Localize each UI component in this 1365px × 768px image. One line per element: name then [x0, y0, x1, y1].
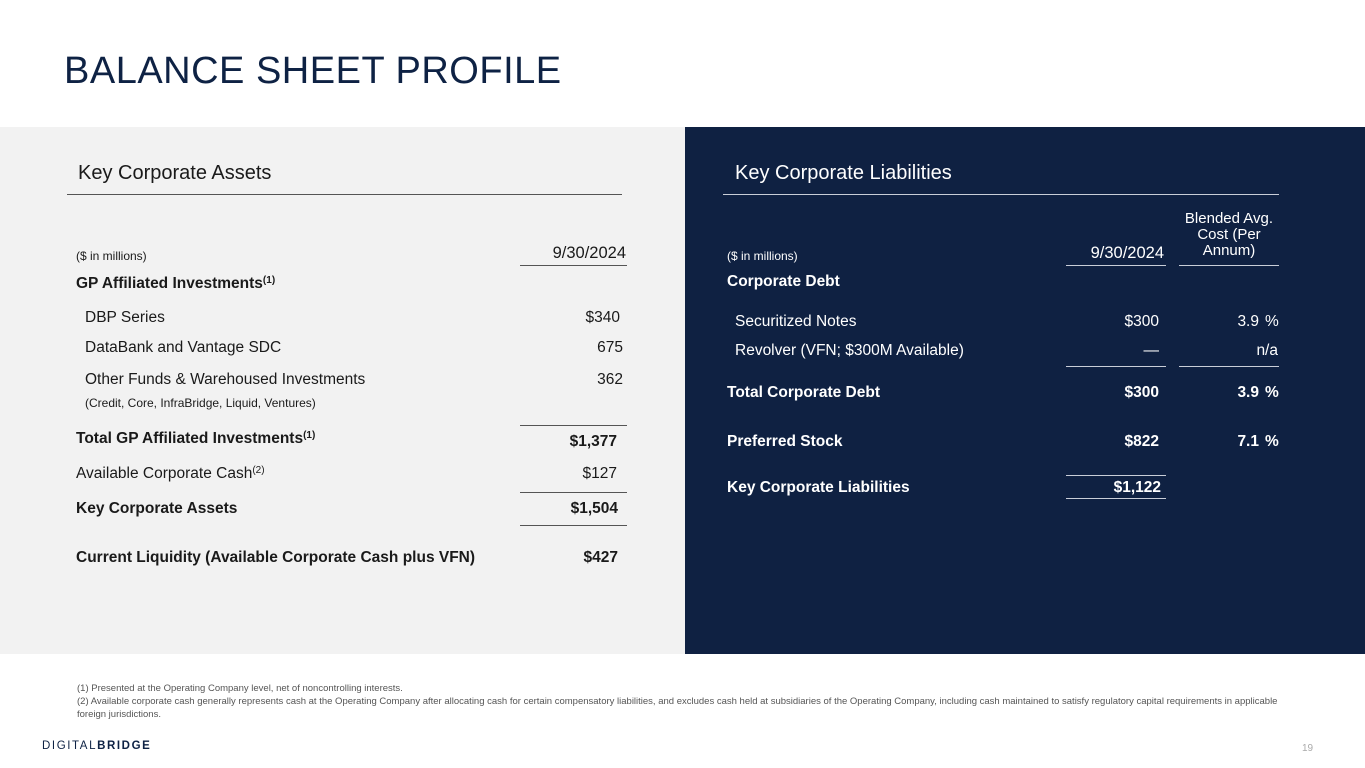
- liabilities-date-rule: [1066, 265, 1166, 266]
- page-number: 19: [1302, 743, 1314, 754]
- total-debt-pct: %: [1265, 384, 1279, 401]
- asset-row-label: Other Funds & Warehoused Investments: [85, 371, 366, 388]
- total-debt-value: $300: [1124, 384, 1159, 401]
- corporate-debt-label: Corporate Debt: [727, 273, 840, 290]
- asset-row-sublabel: (Credit, Core, InfraBridge, Liquid, Ventures): [85, 396, 316, 410]
- key-assets-top-rule: [520, 492, 627, 493]
- assets-panel: [0, 127, 685, 654]
- logo-part: DIGITAL: [42, 740, 98, 752]
- asset-row-label: DataBank and Vantage SDC: [85, 339, 282, 356]
- assets-heading: Key Corporate Assets: [78, 162, 272, 184]
- total-gp-value: $1,377: [569, 433, 617, 450]
- liability-row-label: Revolver (VFN; $300M Available): [735, 342, 964, 359]
- total-debt-cost: 3.9: [1237, 384, 1259, 401]
- cost-header-line: Annum): [1202, 242, 1256, 259]
- key-assets-bottom-rule: [520, 525, 627, 526]
- key-liabilities-bottom-rule: [1066, 498, 1166, 499]
- assets-heading-rule: [67, 194, 622, 195]
- cost-header: [1179, 211, 1279, 259]
- liquidity-value: $427: [583, 549, 618, 566]
- assets-units-label: ($ in millions): [76, 249, 147, 263]
- key-liabilities-value: $1,122: [1113, 479, 1161, 496]
- cost-header-line: Cost (Per: [1197, 226, 1261, 243]
- preferred-value: $822: [1124, 433, 1159, 450]
- footnote-1: (1) Presented at the Operating Company level, net of noncontrolling interests.: [77, 683, 403, 694]
- liabilities-heading-rule: [723, 194, 1279, 195]
- asset-row-value: $340: [585, 309, 620, 326]
- liabilities-panel: [685, 127, 1365, 654]
- total-debt-label: Total Corporate Debt: [727, 384, 880, 401]
- debt-subtotal-rule: [1066, 366, 1166, 367]
- liability-row-cost: n/a: [1256, 342, 1278, 359]
- liability-row-cost: 3.9: [1237, 313, 1259, 330]
- liability-row-label: Securitized Notes: [735, 313, 857, 330]
- cash-value: $127: [582, 465, 617, 482]
- liquidity-label: Current Liquidity (Available Corporate Cash plus VFN): [76, 549, 476, 566]
- page-title: BALANCE SHEET PROFILE: [64, 50, 562, 92]
- preferred-label: Preferred Stock: [727, 433, 843, 450]
- liabilities-date-header: 9/30/2024: [1090, 244, 1164, 262]
- liability-row-pct: %: [1265, 313, 1279, 330]
- key-liabilities-label: Key Corporate Liabilities: [727, 479, 910, 496]
- assets-date-header: 9/30/2024: [552, 244, 626, 262]
- liabilities-units-label: ($ in millions): [727, 249, 798, 263]
- logo-part: BRIDGE: [97, 740, 152, 752]
- key-liabilities-top-rule: [1066, 475, 1166, 476]
- company-logo: [42, 740, 151, 752]
- asset-row-value: 675: [597, 339, 623, 356]
- preferred-pct: %: [1265, 433, 1279, 450]
- liability-row-value: $300: [1124, 313, 1159, 330]
- assets-date-rule: [520, 265, 627, 266]
- cost-header-rule: [1179, 265, 1279, 266]
- footnote-2: (2) Available corporate cash generally represents cash at the Operating Company after allocating cash for certain compensatory liabilities, and excludes cash held at subsidiaries of the Operating Company, including cash maintained to satisfy regulatory capital requirements in applicable foreign jurisdictions.: [77, 696, 1278, 720]
- asset-row-label: DBP Series: [85, 309, 165, 326]
- cash-label: Available Corporate Cash$^{(2)}$: [76, 465, 265, 482]
- key-assets-value: $1,504: [570, 500, 618, 517]
- liabilities-heading: Key Corporate Liabilities: [735, 162, 952, 184]
- liability-row-value: —: [1143, 342, 1159, 359]
- cost-subtotal-rule: [1179, 366, 1279, 367]
- preferred-cost: 7.1: [1237, 433, 1259, 450]
- asset-row-value: 362: [597, 371, 623, 388]
- gp-affiliated-label: GP Affiliated Investments$^{(1)}$: [76, 275, 276, 292]
- key-assets-label: Key Corporate Assets: [76, 500, 238, 517]
- total-gp-label: Total GP Affiliated Investments$^{(1)}$: [76, 430, 316, 447]
- subtotal-rule: [520, 425, 627, 426]
- cost-header-line: Blended Avg.: [1184, 210, 1274, 227]
